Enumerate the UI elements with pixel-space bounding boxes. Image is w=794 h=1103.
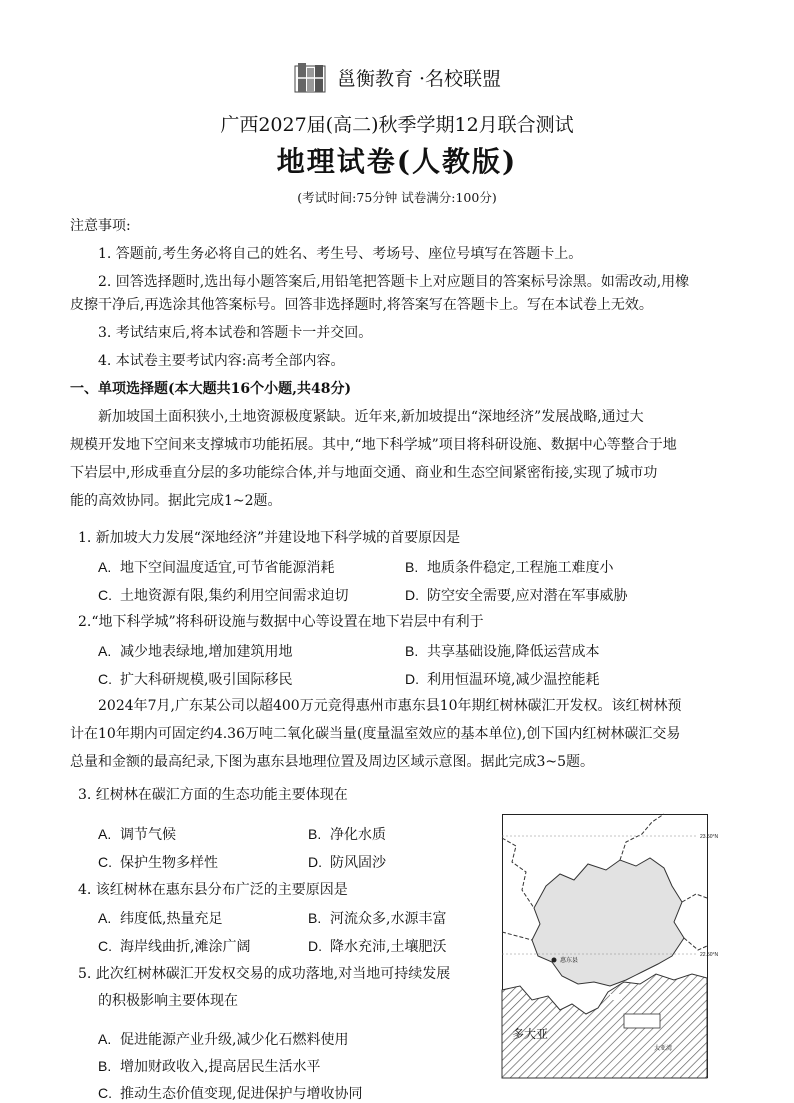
notice-item: 1. 答题前,考生务必将自己的姓名、考生号、考场号、座位号填写在答题卡上。 bbox=[98, 246, 583, 262]
notice-item: 2. 回答选择题时,选出每小题答案后,用铅笔把答题卡上对应题目的答案标号涂黑。如需改动,用橡 bbox=[98, 274, 690, 290]
q4-option-a: A. 纬度低,热量充足 bbox=[98, 910, 223, 927]
question-2-stem: 2.“地下科学城”将科研设施与数据中心等设置在地下岩层中有利于 bbox=[78, 614, 484, 630]
passage-line: 2024年7月,广东某公司以超400万元竞得惠州市惠东县10年期红树林碳汇开发权。该红树林预 bbox=[98, 698, 682, 714]
huidong-location-map bbox=[502, 814, 719, 1078]
place-label-dayawan: 多大亚 bbox=[512, 1027, 549, 1041]
question-5-stem-cont: 的积极影响主要体现在 bbox=[98, 993, 238, 1009]
passage-line: 能的高效协同。据此完成1~2题。 bbox=[70, 493, 282, 509]
question-1-stem: 1. 新加坡大力发展“深地经济”并建设地下科学城的首要原因是 bbox=[78, 530, 461, 546]
section-heading: 一、单项选择题(本大题共16个小题,共48分) bbox=[70, 381, 352, 397]
q3-option-d: D. 防风固沙 bbox=[308, 854, 386, 871]
latitude-label-upper: 23.50°N bbox=[700, 834, 719, 840]
q1-option-a: A. 地下空间温度适宜,可节省能源消耗 bbox=[98, 559, 335, 576]
q4-option-b: B. 河流众多,水源丰富 bbox=[308, 910, 447, 927]
place-label-huidong: 惠东县 bbox=[560, 957, 579, 964]
latitude-label-lower: 22.50°N bbox=[700, 952, 719, 958]
exam-title: 地理试卷(人教版) bbox=[276, 145, 518, 178]
exam-header bbox=[0, 60, 794, 98]
q3-option-a: A. 调节气候 bbox=[98, 826, 176, 843]
exam-subtitle: 广西2027届(高二)秋季学期12月联合测试 bbox=[220, 114, 574, 136]
q4-option-c: C. 海岸线曲折,滩涂广阔 bbox=[98, 938, 251, 955]
q2-option-b: B. 共享基础设施,降低运营成本 bbox=[405, 643, 600, 660]
question-4-stem: 4. 该红树林在惠东县分布广泛的主要原因是 bbox=[78, 882, 348, 898]
place-label-sea: 大亚湾 bbox=[654, 1045, 673, 1052]
q5-option-b: B. 增加财政收入,提高居民生活水平 bbox=[98, 1058, 321, 1075]
passage-line: 下岩层中,形成垂直分层的多功能综合体,并与地面交通、商业和生态空间紧密衔接,实现了城市功 bbox=[70, 465, 658, 481]
notice-item: 3. 考试结束后,将本试卷和答题卡一并交回。 bbox=[98, 325, 373, 341]
q2-option-c: C. 扩大科研规模,吸引国际移民 bbox=[98, 671, 293, 688]
q5-option-c: C. 推动生态价值变现,促进保护与增收协同 bbox=[98, 1085, 363, 1102]
passage-line: 规模开发地下空间来支撑城市功能拓展。其中,“地下科学城”项目将科研设施、数据中心等整合于地 bbox=[70, 437, 677, 453]
notice-item: 皮擦干净后,再选涂其他答案标号。回答非选择题时,将答案写在答题卡上。写在本试卷上无效。 bbox=[70, 297, 653, 313]
county-seat-marker bbox=[552, 958, 557, 963]
school-logo-icon bbox=[293, 60, 327, 94]
q2-option-a: A. 减少地表绿地,增加建筑用地 bbox=[98, 643, 293, 660]
passage-line: 新加坡国土面积狭小,土地资源极度紧缺。近年来,新加坡提出“深地经济”发展战略,通过大 bbox=[98, 409, 644, 425]
q1-option-b: B. 地质条件稳定,工程施工难度小 bbox=[405, 559, 614, 576]
q1-option-d: D. 防空安全需要,应对潜在军事威胁 bbox=[405, 587, 628, 604]
exam-meta: (考试时间:75分钟 试卷满分:100分) bbox=[297, 190, 497, 205]
notice-item: 4. 本试卷主要考试内容:高考全部内容。 bbox=[98, 353, 345, 369]
q3-option-c: C. 保护生物多样性 bbox=[98, 854, 218, 871]
q2-option-d: D. 利用恒温环境,减少温控能耗 bbox=[405, 671, 600, 688]
q4-option-d: D. 降水充沛,土壤肥沃 bbox=[308, 938, 447, 955]
q3-option-b: B. 净化水质 bbox=[308, 826, 386, 843]
notice-heading: 注意事项: bbox=[70, 218, 131, 234]
q1-option-c: C. 土地资源有限,集约利用空间需求迫切 bbox=[98, 587, 349, 604]
q5-option-a: A. 促进能源产业升级,减少化石燃料使用 bbox=[98, 1031, 349, 1048]
passage-line: 计在10年期内可固定约4.36万吨二氧化碳当量(度量温室效应的基本单位),创下国内红树林碳汇交易 bbox=[70, 726, 681, 742]
passage-line: 总量和金额的最高纪录,下图为惠东县地理位置及周边区域示意图。据此完成3~5题。 bbox=[70, 754, 594, 770]
question-5-stem: 5. 此次红树林碳汇开发权交易的成功落地,对当地可持续发展 bbox=[78, 966, 451, 982]
question-3-stem: 3. 红树林在碳汇方面的生态功能主要体现在 bbox=[78, 787, 348, 803]
brand-name: 邕衡教育 ·名校联盟 bbox=[336, 67, 502, 90]
